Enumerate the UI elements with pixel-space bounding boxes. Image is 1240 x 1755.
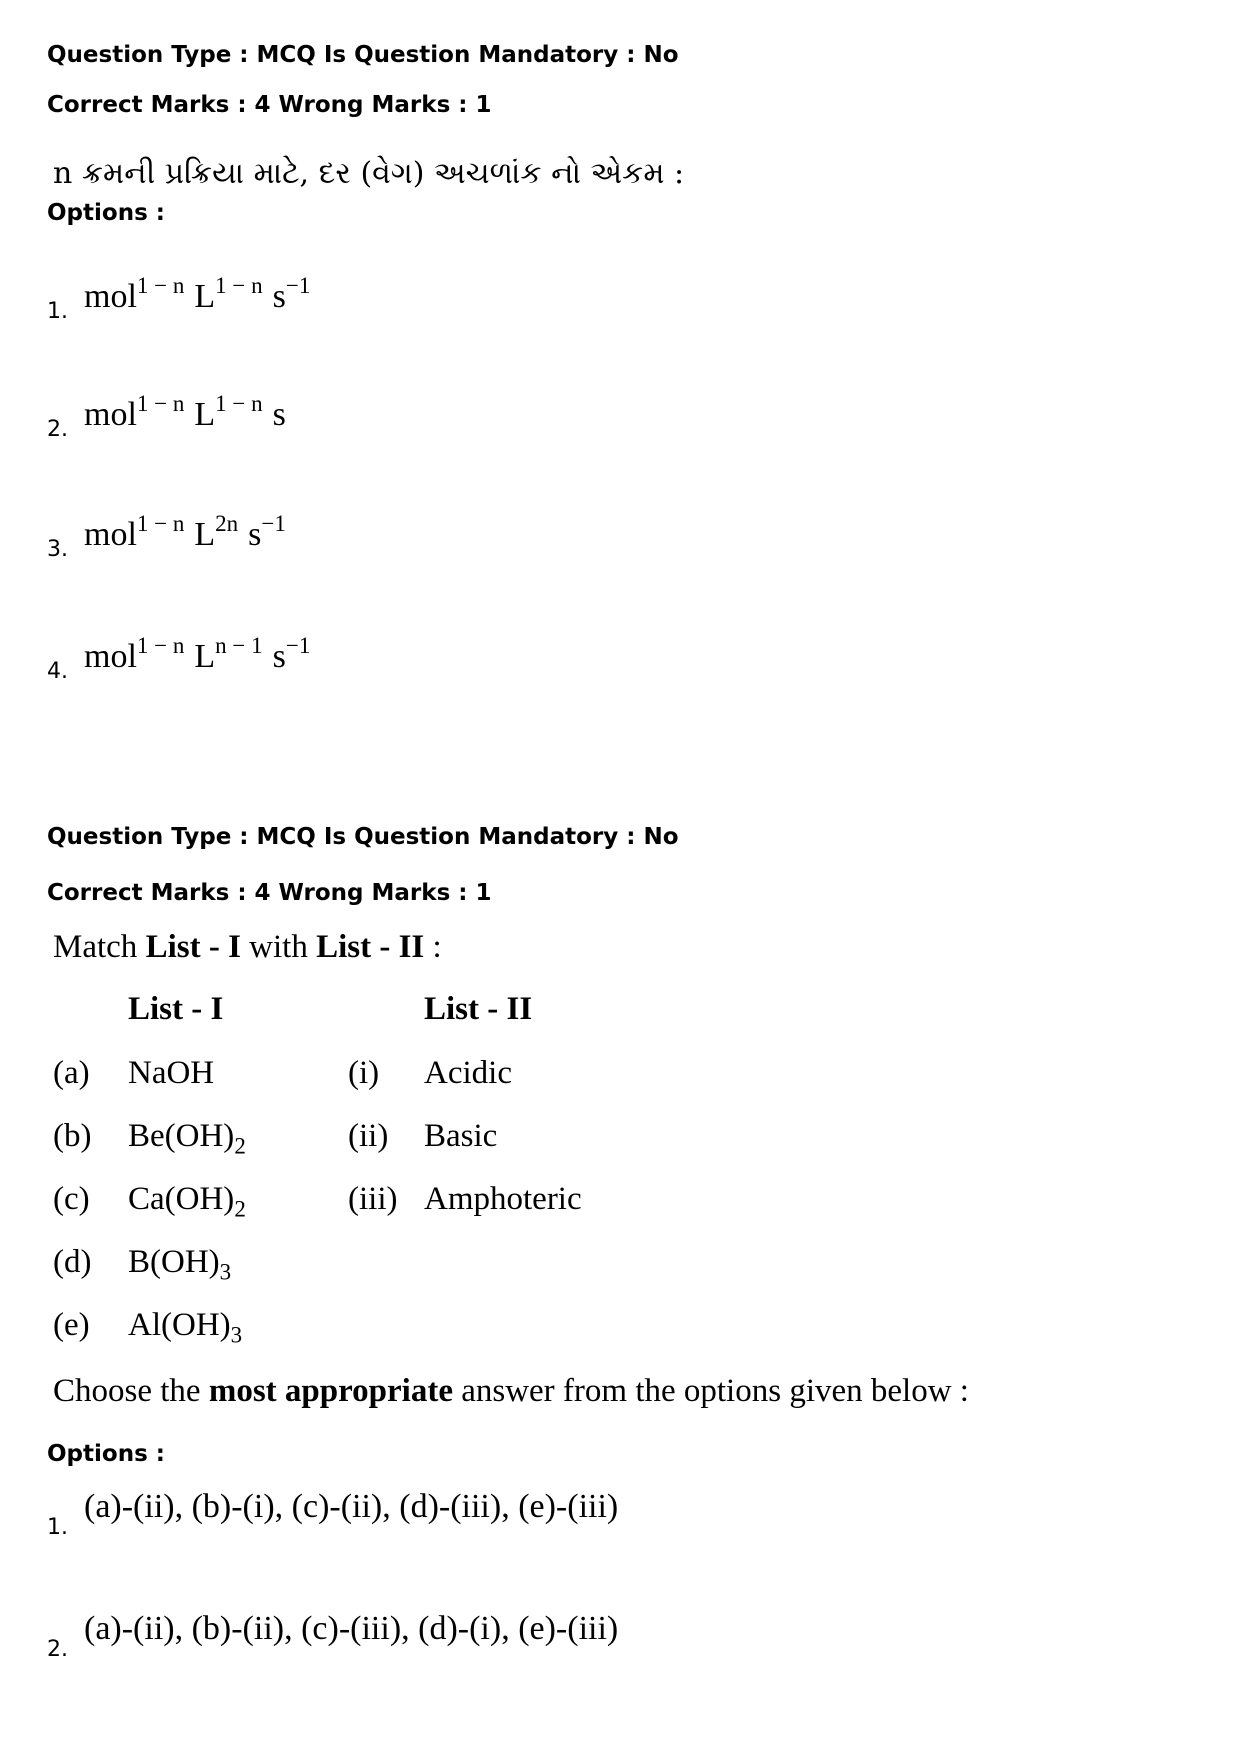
q1-option-1-expression[interactable]: mol$^{1 - n}$ $L^{1 - n}$ $s^{-1}$: [84, 272, 311, 315]
list-1-item-e: $Al(OH)_3$: [128, 1307, 243, 1348]
q2-options-label: Options :: [47, 1441, 165, 1467]
list-1-item-c: $Ca(OH)_2$: [128, 1181, 246, 1222]
q1-marks: Correct Marks : 4 Wrong Marks : 1: [47, 92, 492, 118]
list-1-label-d: (d): [53, 1244, 92, 1280]
list-2-item-ii: Basic: [424, 1118, 498, 1154]
list-2-label-i: (i): [348, 1055, 380, 1091]
list-1-label-b: (b): [53, 1118, 92, 1154]
list-2-item-iii: Amphoteric: [424, 1181, 582, 1217]
q2-instruction: Choose the most appropriate answer from the options given below :: [53, 1373, 969, 1409]
list-1-item-b: $Be(OH)_2$: [128, 1118, 246, 1159]
q2-stem: Match List - I with List - II :: [53, 929, 442, 965]
q2-option-1-text[interactable]: (a)-(ii), (b)-(i), (c)-(ii), (d)-(iii), (e)-(iii): [84, 1488, 619, 1525]
q2-option-1-number: 1.: [47, 1515, 68, 1540]
list-2-label-iii: (iii): [348, 1181, 398, 1217]
q1-option-4-number: 4.: [47, 659, 68, 684]
q2-marks: Correct Marks : 4 Wrong Marks : 1: [47, 880, 492, 906]
q1-options-label: Options :: [47, 200, 165, 226]
list-1-item-d: $B(OH)_3$: [128, 1244, 232, 1285]
q1-stem: n ક્રમની પ્રક્રિયા માટે, દર (વેગ) અચળાંક નો એકમ :: [53, 156, 685, 191]
list-2-item-i: Acidic: [424, 1055, 512, 1091]
q1-option-4-expression[interactable]: mol$^{1 - n}$ $L^{n - 1}$ $s^{-1}$: [84, 632, 311, 675]
list-1-label-a: (a): [53, 1055, 90, 1091]
list-1-label-c: (c): [53, 1181, 90, 1217]
q1-option-3-expression[interactable]: mol$^{1 - n}$ $L^{2n}$ $s^{-1}$: [84, 510, 286, 553]
list-2-label-ii: (ii): [348, 1118, 389, 1154]
q1-option-2-number: 2.: [47, 417, 68, 442]
list-1-header: List - I: [128, 991, 224, 1027]
list-2-header: List - II: [424, 991, 533, 1027]
q1-option-1-number: 1.: [47, 299, 68, 324]
q2-question-type: Question Type : MCQ Is Question Mandatory : No: [47, 824, 679, 850]
q2-option-2-text[interactable]: (a)-(ii), (b)-(ii), (c)-(iii), (d)-(i), (e)-(iii): [84, 1610, 619, 1647]
list-1-item-a: NaOH: [128, 1055, 215, 1091]
q1-option-2-expression[interactable]: mol$^{1 - n}$ $L^{1 - n}$ s: [84, 390, 286, 433]
q1-option-3-number: 3.: [47, 537, 68, 562]
q2-option-2-number: 2.: [47, 1637, 68, 1662]
list-1-label-e: (e): [53, 1307, 90, 1343]
q1-question-type: Question Type : MCQ Is Question Mandatory : No: [47, 42, 679, 68]
